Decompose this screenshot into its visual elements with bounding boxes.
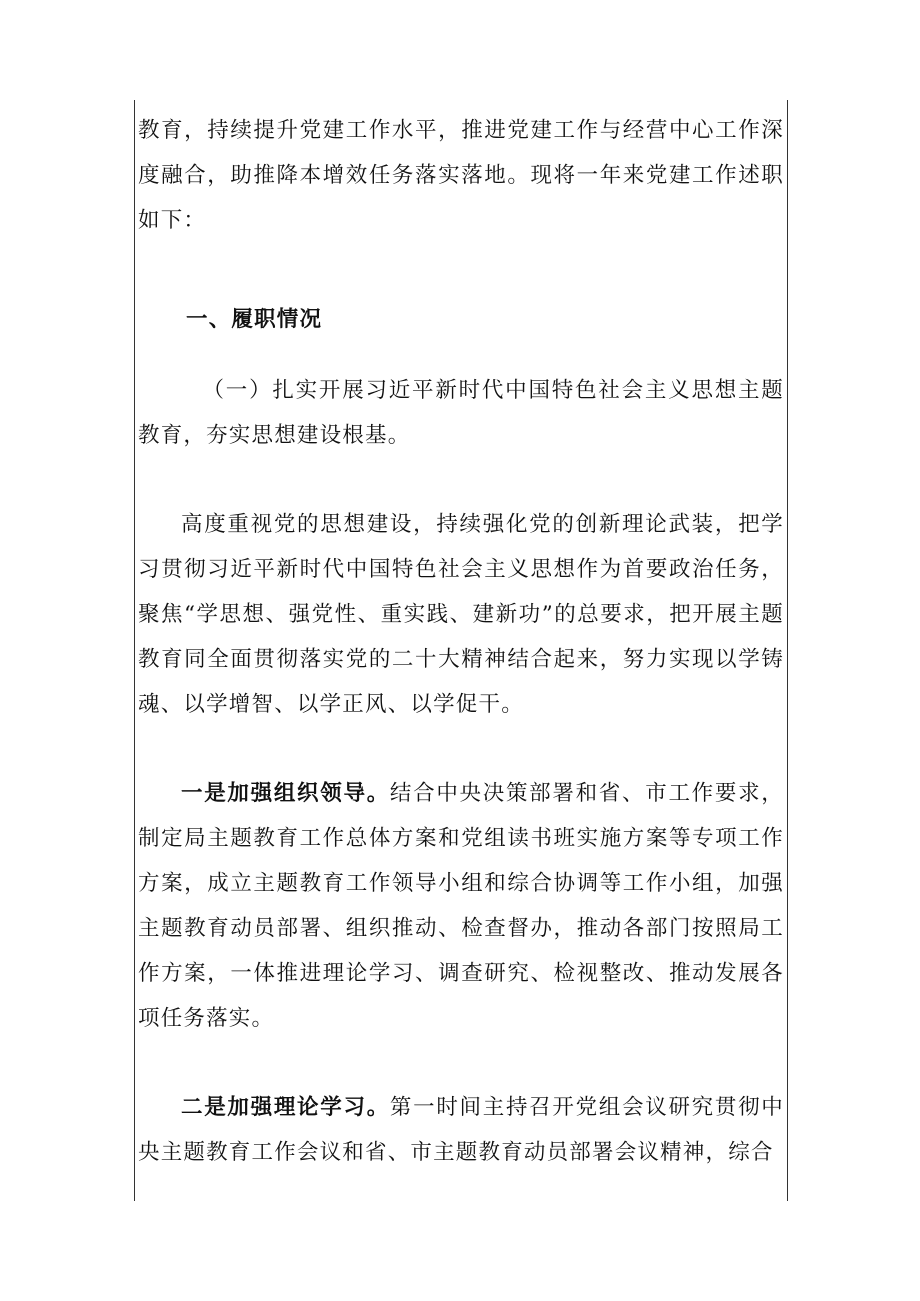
section-heading-performance: 一、履职情况 — [186, 307, 323, 332]
paragraph-lead-theory-study: 二是加强理论学习。 — [181, 1095, 390, 1120]
intro-continuation: 教育，持续提升党建工作水平，推进党建工作与经营中心工作深度融合，助推降本增效任务落实落地。现将一年来党建工作述职如下： — [138, 118, 784, 233]
paragraph-body-organizational-leadership: 结合中央决策部署和省、市工作要求，制定局主题教育工作总体方案和党组读书班实施方案等专项工作方案，成立主题教育工作领导小组和综合协调等工作小组，加强主题教育动员部署、组织推动、检查督办，推动各部门按照局工作方案，一体推进理论学习、调查研究、检视整改、推动发展各项任务落实。 — [138, 781, 784, 1031]
paragraph-body-theory-study: 第一时间主持召开党组会议研究贯彻中央主题教育工作会议和省、市主题教育动员部署会议精神，综合 — [138, 1095, 784, 1165]
subsection-heading-theme-education: （一）扎实开展习近平新时代中国特色社会主义思想主题教育，夯实思想建设根基。 — [138, 378, 784, 448]
document-body — [138, 108, 784, 1175]
paragraph-organizational-leadership — [138, 771, 784, 1041]
paragraph-lead-organizational-leadership: 一是加强组织领导。 — [181, 781, 390, 806]
paragraph-theory-study — [138, 1085, 784, 1175]
paragraph-ideological-building: 高度重视党的思想建设，持续强化党的创新理论武装，把学习贯彻习近平新时代中国特色社会主义思想作为首要政治任务，聚焦“学思想、强党性、重实践、建新功”的总要求，把开展主题教育同全面贯彻落实党的二十大精神结合起来，努力实现以学铸魂、以学增智、以学正风、以学促干。 — [138, 512, 784, 717]
